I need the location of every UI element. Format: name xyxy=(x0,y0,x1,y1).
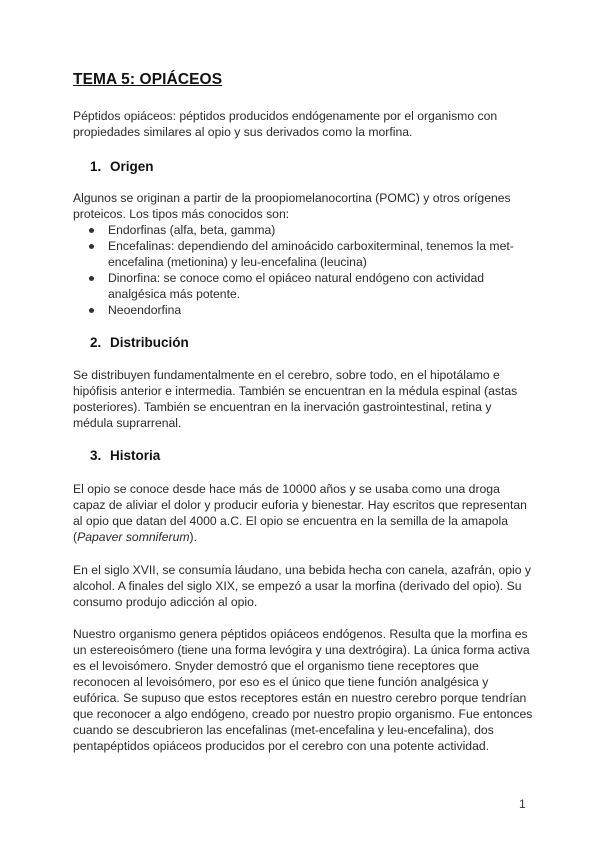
distribucion-paragraph: Se distribuyen fundamentalmente en el cerebro, sobre todo, en el hipotálamo e hipófisis anterior e intermedia. También se encuentran en la médula espinal (astas posteriores). También se encuentran en la inervación gastrointestinal, retina y médula suprarrenal. xyxy=(73,368,518,430)
list-item-text: Neoendorfina xyxy=(108,303,182,317)
bullet-icon xyxy=(89,308,94,313)
list-item xyxy=(73,238,533,270)
historia-paragraph-1 xyxy=(73,481,533,545)
paragraph-text: El opio se conoce desde hace más de 10000 años y se usaba como una droga capaz de aliviar el dolor y producir euforia y bienestar. Hay escritos que representan al opio que datan del 4000 a.C. El opio se encuentra en la semilla de la amapola ( xyxy=(73,482,527,544)
section-number: 1. xyxy=(90,159,102,174)
origen-bullet-list xyxy=(73,222,533,318)
section-number: 2. xyxy=(90,335,102,350)
list-item-text: Encefalinas: dependiendo del aminoácido carboxiterminal, tenemos la met-encefalina (metionina) y leu-encefalina (leucina) xyxy=(108,239,514,269)
list-item xyxy=(73,302,533,318)
section-number: 3. xyxy=(90,448,102,463)
page-number: 1 xyxy=(519,797,526,811)
section-heading-distribucion xyxy=(90,335,189,350)
bullet-icon xyxy=(89,244,94,249)
list-item-text: Dinorfina: se conoce como el opiáceo natural endógeno con actividad analgésica más potente. xyxy=(108,271,485,301)
section-title: Historia xyxy=(110,448,161,463)
bullet-icon xyxy=(89,276,94,281)
historia-paragraph-3: Nuestro organismo genera péptidos opiáceos endógenos. Resulta que la morfina es un estereoisómero (tiene una forma levógira y una dextrógira). La única forma activa es el levoisómero. Snyder demostró que el organismo tiene receptores que reconocen al levoisómero, por eso es el único que tiene función analgésica y eufórica. Se supuso que estos receptores están en nuestro cerebro porque tendrían que reconocer a algo endógeno, creado por nuestro propio organismo. Fue entonces cuando se descubrieron las encefalinas (met-encefalina y leu-encefalina), dos pentapéptidos opiáceos producidos por el cerebro con una potente actividad. xyxy=(73,627,533,753)
bullet-icon xyxy=(89,228,94,233)
section-title: Distribución xyxy=(110,335,189,350)
list-item xyxy=(73,222,533,238)
origen-paragraph: Algunos se originan a partir de la proopiomelanocortina (POMC) y otros orígenes proteicos. Los tipos más conocidos son: xyxy=(73,191,511,221)
species-name: Papaver somniferum xyxy=(77,530,190,544)
list-item-text: Endorfinas (alfa, beta, gamma) xyxy=(108,223,276,237)
section-heading-origen xyxy=(90,159,154,174)
historia-paragraph-2: En el siglo XVII, se consumía láudano, una bebida hecha con canela, azafrán, opio y alcohol. A finales del siglo XIX, se empezó a usar la morfina (derivado del opio). Su consumo produjo adicción al opio. xyxy=(73,563,532,609)
section-title: Origen xyxy=(110,159,154,174)
section-heading-historia xyxy=(90,448,160,463)
list-item xyxy=(73,270,533,302)
document-title: TEMA 5: OPIÁCEOS xyxy=(73,71,223,88)
paragraph-end: ). xyxy=(189,530,197,544)
intro-paragraph: Péptidos opiáceos: péptidos producidos endógenamente por el organismo con propiedades similares al opio y sus derivados como la morfina. xyxy=(73,109,498,139)
